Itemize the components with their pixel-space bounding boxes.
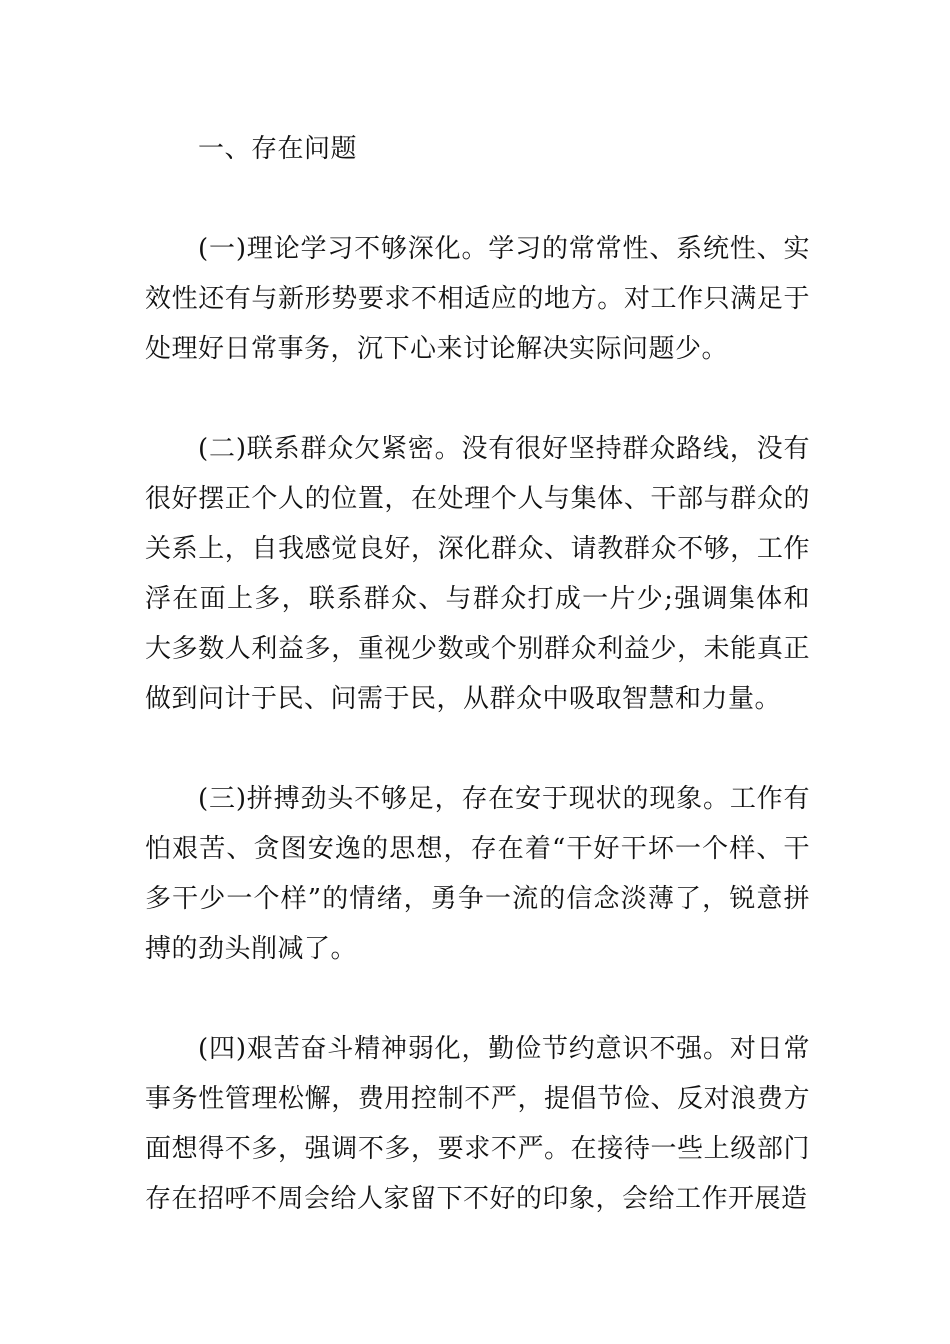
paragraph-frugality: (四)艰苦奋斗精神弱化，勤俭节约意识不强。对日常事务性管理松懈，费用控制不严，提倡节俭、反对浪费方面想得不多，强调不多，要求不严。在接待一些上级部门存在招呼不周会给人家留下不好的印象，会给工作开展造 [145,1034,810,1214]
paragraph-theory-study: (一)理论学习不够深化。学习的常常性、系统性、实效性还有与新形势要求不相适应的地方。对工作只满足于处理好日常事务，沉下心来讨论解决实际问题少。 [145,234,810,364]
section-heading: 一、存在问题 [198,134,358,164]
paragraph-mass-contact: (二)联系群众欠紧密。没有很好坚持群众路线，没有很好摆正个人的位置，在处理个人与集体、干部与群众的关系上，自我感觉良好，深化群众、请教群众不够，工作浮在面上多，联系群众、与群众打成一片少;强调集体和大多数人利益多，重视少数或个别群众利益少，未能真正做到问计于民、问需于民，从群众中吸取智慧和力量。 [145,434,810,714]
paragraph-work-drive: (三)拼搏劲头不够足，存在安于现状的现象。工作有怕艰苦、贪图安逸的思想，存在着“干好干坏一个样、干多干少一个样”的情绪，勇争一流的信念淡薄了，锐意拼搏的劲头削减了。 [145,784,810,964]
